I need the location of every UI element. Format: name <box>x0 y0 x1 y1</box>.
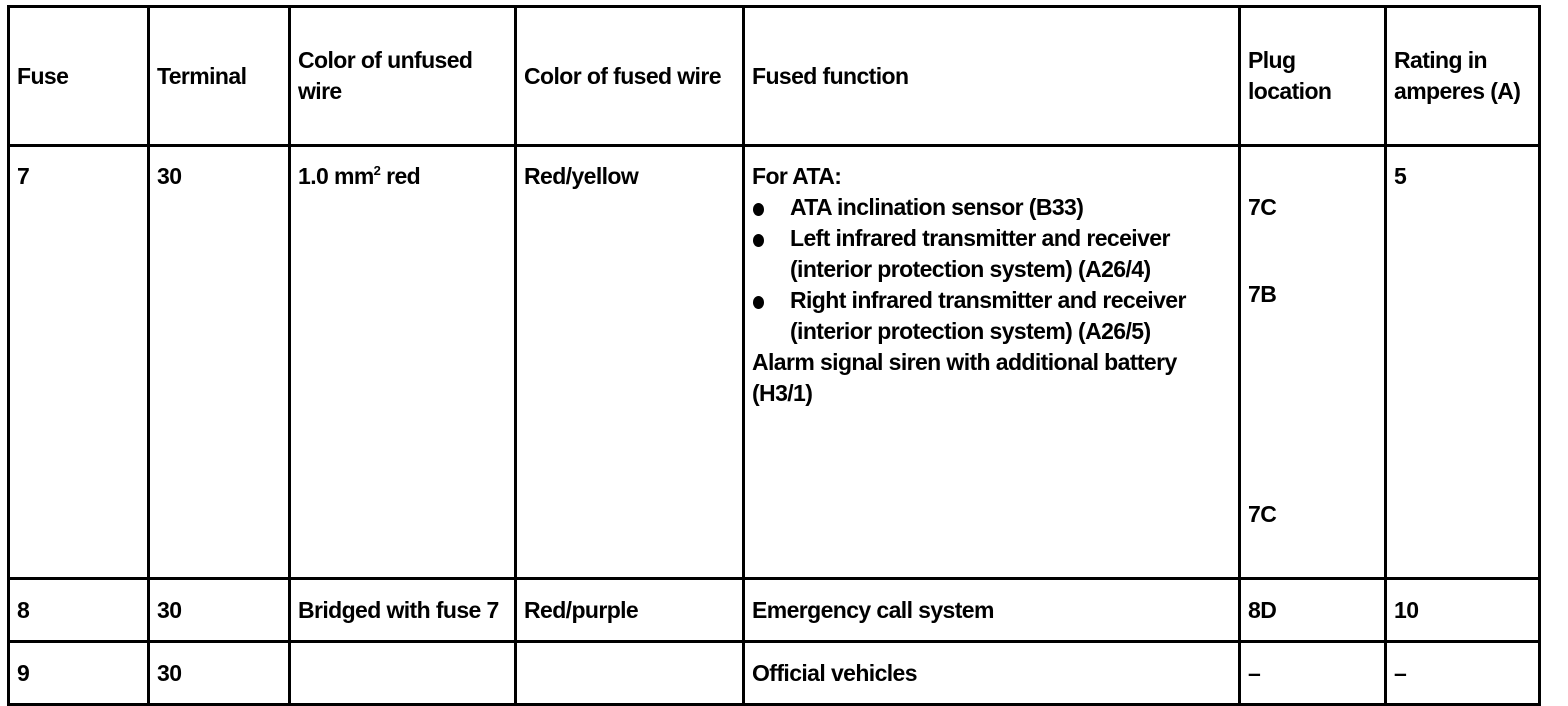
cell-unfused-wire: Bridged with fuse 7 <box>290 579 516 642</box>
table-row <box>9 579 1540 642</box>
plug-location-item: 7C <box>1248 501 1277 527</box>
list-item-text: Left infrared transmitter and receiver (interior protection system) (A26/4) <box>790 225 1170 282</box>
plug-location-stack <box>1248 161 1378 577</box>
cell-terminal: 30 <box>149 642 290 705</box>
header-row <box>9 7 1540 146</box>
list-item <box>752 223 1232 285</box>
list-item <box>752 192 1232 223</box>
function-outro: Alarm signal siren with additional battery (H3/1) <box>752 349 1177 406</box>
plug-location-item: 7B <box>1248 281 1277 307</box>
cell-fused-wire <box>516 642 744 705</box>
list-item <box>752 285 1232 347</box>
cell-terminal: 30 <box>149 579 290 642</box>
header-fused-function: Fused function <box>744 7 1240 146</box>
bullet-icon <box>753 234 764 247</box>
plug-location-item: 7C <box>1248 194 1277 220</box>
cell-fuse: 7 <box>9 146 149 579</box>
list-item-text: Right infrared transmitter and receiver (interior protection system) (A26/5) <box>790 287 1186 344</box>
bullet-icon <box>753 296 764 309</box>
cell-rating: – <box>1386 642 1540 705</box>
cell-fuse: 9 <box>9 642 149 705</box>
cell-rating: 10 <box>1386 579 1540 642</box>
cell-plug-location: – <box>1240 642 1386 705</box>
table-body <box>9 146 1540 705</box>
fuse-table <box>7 5 1541 706</box>
unfused-wire-color: red <box>380 163 421 189</box>
header-rating: Rating in amperes (A) <box>1386 7 1540 146</box>
table-row <box>9 642 1540 705</box>
table-header <box>9 7 1540 146</box>
header-fused-wire: Color of fused wire <box>516 7 744 146</box>
header-terminal: Terminal <box>149 7 290 146</box>
list-item-text: ATA inclination sensor (B33) <box>790 194 1084 220</box>
cell-unfused-wire <box>290 642 516 705</box>
table-row <box>9 146 1540 579</box>
cell-rating: 5 <box>1386 146 1540 579</box>
bullet-icon <box>753 203 764 216</box>
header-plug-location: Plug location <box>1240 7 1386 146</box>
cell-fuse: 8 <box>9 579 149 642</box>
cell-plug-location <box>1240 146 1386 579</box>
header-fuse: Fuse <box>9 7 149 146</box>
unfused-wire-size: 1.0 mm <box>298 163 374 189</box>
cell-terminal: 30 <box>149 146 290 579</box>
cell-fused-function: Emergency call system <box>744 579 1240 642</box>
cell-plug-location: 8D <box>1240 579 1386 642</box>
cell-fused-wire: Red/purple <box>516 579 744 642</box>
header-unfused-wire: Color of unfused wire <box>290 7 516 146</box>
function-intro: For ATA: <box>752 163 842 189</box>
cell-fused-function <box>744 146 1240 579</box>
unfused-wire-sup: 2 <box>373 163 381 178</box>
cell-unfused-wire <box>290 146 516 579</box>
cell-fused-wire: Red/yellow <box>516 146 744 579</box>
cell-fused-function: Official vehicles <box>744 642 1240 705</box>
